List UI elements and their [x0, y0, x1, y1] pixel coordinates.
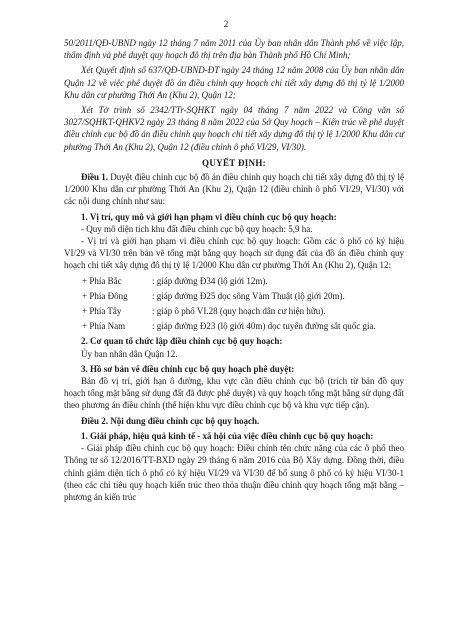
section-3-text: Bản đồ vị trí, giới hạn ô đường, khu vực cần điều chỉnh cục bộ (trích từ bản đồ quy hoạch tổng mặt bằng sử dụng đất đã được phê duyệt) và quy hoạch tổng mặt bằng sử dụng đất theo phương án điều chỉnh (thể hiện khu vực điều chỉnh cục bộ và khu vực tiếp cận).: [64, 376, 404, 411]
boundary-south: [64, 320, 404, 332]
section-1-location: - Vị trí và giới hạn phạm vi điều chỉnh cục bộ quy hoạch: Gồm các ô phố có ký hiệu VI/29 và VI/30 trên bản vẽ tổng mặt bằng quy hoạch sử dụng đất của đồ án điều chỉnh quy hoạch chi tiết xây dựng đô thị tỷ lệ 1/2000 Khu dân cư phường Thới An (Khu 2), Quận 12:: [64, 236, 404, 271]
boundary-north: [64, 275, 404, 287]
article-2: [64, 415, 404, 427]
boundary-east-desc: : giáp đường Đ25 dọc sông Vàm Thuật (lộ giới 20m).: [152, 290, 345, 301]
decision-title: QUYẾT ĐỊNH:: [202, 157, 266, 168]
article-2-text: Nội dung điều chỉnh cục bộ quy hoạch.: [108, 415, 260, 426]
section-3-heading: 3. Hồ sơ bản vẽ điều chỉnh cục bộ quy hoạch phê duyệt:: [81, 363, 295, 374]
preamble-submission-2342: Xét Tờ trình số 2342/TTr-SQHKT ngày 04 tháng 7 năm 2022 và Công văn số 3027/SQHKT-QHKV2 ngày 23 tháng 8 năm 2022 của Sở Quy hoạch – Kiến trúc về phê duyệt điều chỉnh cục bộ đồ án điều chỉnh quy hoạch chi tiết xây dựng đô thị tỷ lệ 1/2000 Khu dân cư phường Thới An (Khu 2), Quận 12 (điều chỉnh ô phố VI/29, VI/30).: [64, 105, 404, 152]
preamble-continuation: 50/2011/QĐ-UBND ngày 12 tháng 7 năm 2011 của Ủy ban nhân dân Thành phố về việc lập, thẩm định và phê duyệt quy hoạch đô thị trên địa bàn Thành phố Hồ Chí Minh;: [64, 38, 404, 61]
article-2-section-1-heading: 1. Giải pháp, hiệu quả kinh tế - xã hội của việc điều chỉnh cục bộ quy hoạch:: [81, 430, 374, 441]
boundary-east-side: + Phía Đông: [82, 290, 128, 301]
section-2-text: Ủy ban nhân dân Quận 12.: [81, 348, 178, 359]
boundary-west-desc: : giáp ô phố VI.28 (quy hoạch dân cư hiện hữu).: [152, 306, 326, 317]
article-1-text: Duyệt điều chỉnh cục bộ đồ án điều chỉnh quy hoạch chi tiết xây dựng đô thị tỷ lệ 1/2000 Khu dân cư phường Thới An (Khu 2), Quận 12 (điều chỉnh ô phố VI/29, VI/30) với các nội dung chính như sau:: [64, 172, 405, 207]
article-2-section-1-text: - Giải pháp điều chỉnh cục bộ quy hoạch: Điều chỉnh tên chức năng của các ô phố theo Thông tư số 12/2016/TT-BXD ngày 29 tháng 6 năm 2016 của Bộ Xây dựng. Đồng thời, điều chỉnh giảm diện tích ô phố có ký hiệu VI/29 và VI/30 để bổ sung ô phố có ký hiệu VI/30-1 (theo các chỉ tiêu quy hoạch kiến trúc theo thỏa thuận điều chỉnh quy hoạch tổng mặt bằng – phương án kiến trúc: [64, 443, 404, 502]
section-1-heading: 1. Vị trí, quy mô và giới hạn phạm vi điều chỉnh cục bộ quy hoạch:: [81, 211, 337, 222]
article-1: [64, 171, 404, 208]
document-body: [64, 37, 404, 503]
preamble-decision-637: Xét Quyết định số 637/QĐ-UBND-ĐT ngày 24 tháng 12 năm 2008 của Ủy ban nhân dân Quận 12 về việc phê duyệt đồ án điều chỉnh quy hoạch chi tiết xây dựng đô thị tỷ lệ 1/2000 Khu dân cư phường Thới An (Khu 2), Quận 12;: [64, 65, 404, 100]
section-2-heading: 2. Cơ quan tổ chức lập điều chỉnh cục bộ quy hoạch:: [81, 336, 283, 347]
boundary-south-side: + Phía Nam: [82, 321, 126, 332]
boundary-north-desc: : giáp đường Đ34 (lộ giới 12m).: [152, 275, 268, 286]
article-1-label: Điều 1.: [81, 172, 109, 183]
boundary-west: [64, 305, 404, 317]
page-number: 2: [223, 19, 229, 29]
boundary-east: [64, 290, 404, 302]
boundary-west-side: + Phía Tây: [82, 306, 122, 317]
section-1-area: - Quy mô diện tích khu đất điều chỉnh cục bộ quy hoạch: 5,9 ha.: [81, 223, 313, 234]
boundary-south-desc: : giáp đường Đ23 (lộ giới 40m) dọc tuyến đường sắt quốc gia.: [152, 321, 376, 332]
boundary-north-side: + Phía Bắc: [82, 275, 122, 286]
article-2-label: Điều 2.: [81, 415, 108, 426]
